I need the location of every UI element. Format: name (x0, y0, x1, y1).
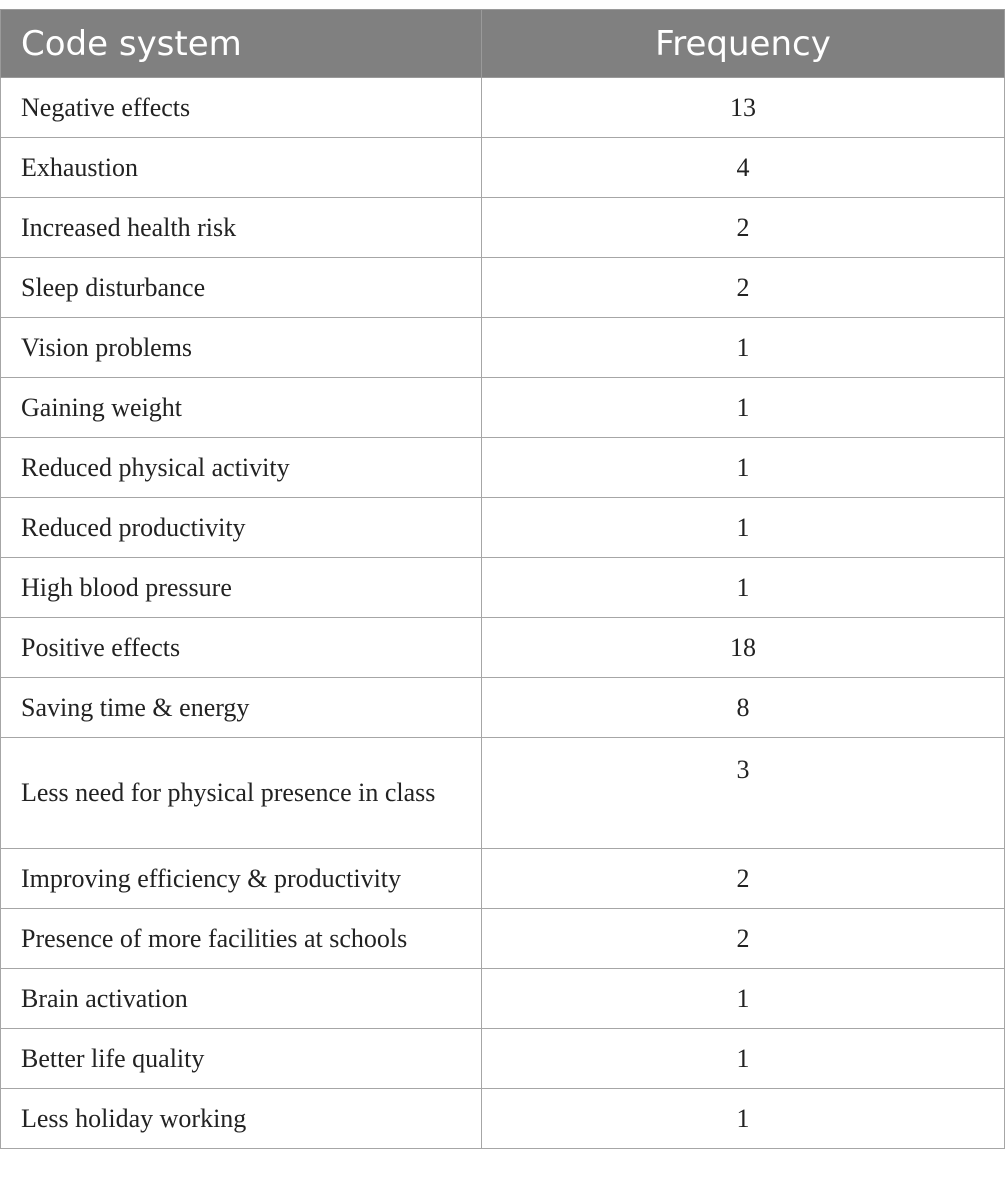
frequency-cell: 2 (482, 258, 1005, 318)
code-cell: Presence of more facilities at schools (1, 909, 482, 969)
frequency-table-container (0, 9, 1004, 1149)
frequency-cell: 8 (482, 678, 1005, 738)
frequency-cell: 2 (482, 198, 1005, 258)
frequency-cell: 4 (482, 138, 1005, 198)
code-cell: Exhaustion (1, 138, 482, 198)
code-cell: Better life quality (1, 1029, 482, 1089)
table-row (1, 558, 1005, 618)
frequency-cell: 2 (482, 849, 1005, 909)
header-code-system: Code system (1, 10, 482, 78)
code-cell: Improving efficiency & productivity (1, 849, 482, 909)
code-cell: Sleep disturbance (1, 258, 482, 318)
code-cell: Less need for physical presence in class (1, 738, 482, 849)
table-header-row (1, 10, 1005, 78)
table-row (1, 969, 1005, 1029)
table-row (1, 849, 1005, 909)
code-cell: Brain activation (1, 969, 482, 1029)
code-cell: Reduced physical activity (1, 438, 482, 498)
table-row (1, 498, 1005, 558)
frequency-cell: 1 (482, 1029, 1005, 1089)
table-row (1, 378, 1005, 438)
table-row (1, 738, 1005, 849)
table-row (1, 678, 1005, 738)
table-row (1, 1089, 1005, 1149)
frequency-cell: 1 (482, 438, 1005, 498)
code-cell: Gaining weight (1, 378, 482, 438)
table-row (1, 78, 1005, 138)
code-cell: Saving time & energy (1, 678, 482, 738)
code-cell: Positive effects (1, 618, 482, 678)
frequency-cell: 2 (482, 909, 1005, 969)
frequency-cell: 1 (482, 1089, 1005, 1149)
code-cell: Less holiday working (1, 1089, 482, 1149)
code-cell: Reduced productivity (1, 498, 482, 558)
frequency-cell: 1 (482, 969, 1005, 1029)
frequency-cell: 1 (482, 498, 1005, 558)
table-row (1, 318, 1005, 378)
table-row (1, 1029, 1005, 1089)
table-row (1, 438, 1005, 498)
header-frequency: Frequency (482, 10, 1005, 78)
table-row (1, 258, 1005, 318)
code-cell: High blood pressure (1, 558, 482, 618)
frequency-cell: 18 (482, 618, 1005, 678)
code-cell: Increased health risk (1, 198, 482, 258)
frequency-cell: 3 (482, 738, 1005, 849)
frequency-cell: 1 (482, 558, 1005, 618)
frequency-cell: 13 (482, 78, 1005, 138)
frequency-cell: 1 (482, 378, 1005, 438)
code-cell: Vision problems (1, 318, 482, 378)
table-row (1, 198, 1005, 258)
code-cell: Negative effects (1, 78, 482, 138)
table-row (1, 138, 1005, 198)
frequency-cell: 1 (482, 318, 1005, 378)
table-row (1, 618, 1005, 678)
code-frequency-table (0, 9, 1005, 1149)
table-row (1, 909, 1005, 969)
